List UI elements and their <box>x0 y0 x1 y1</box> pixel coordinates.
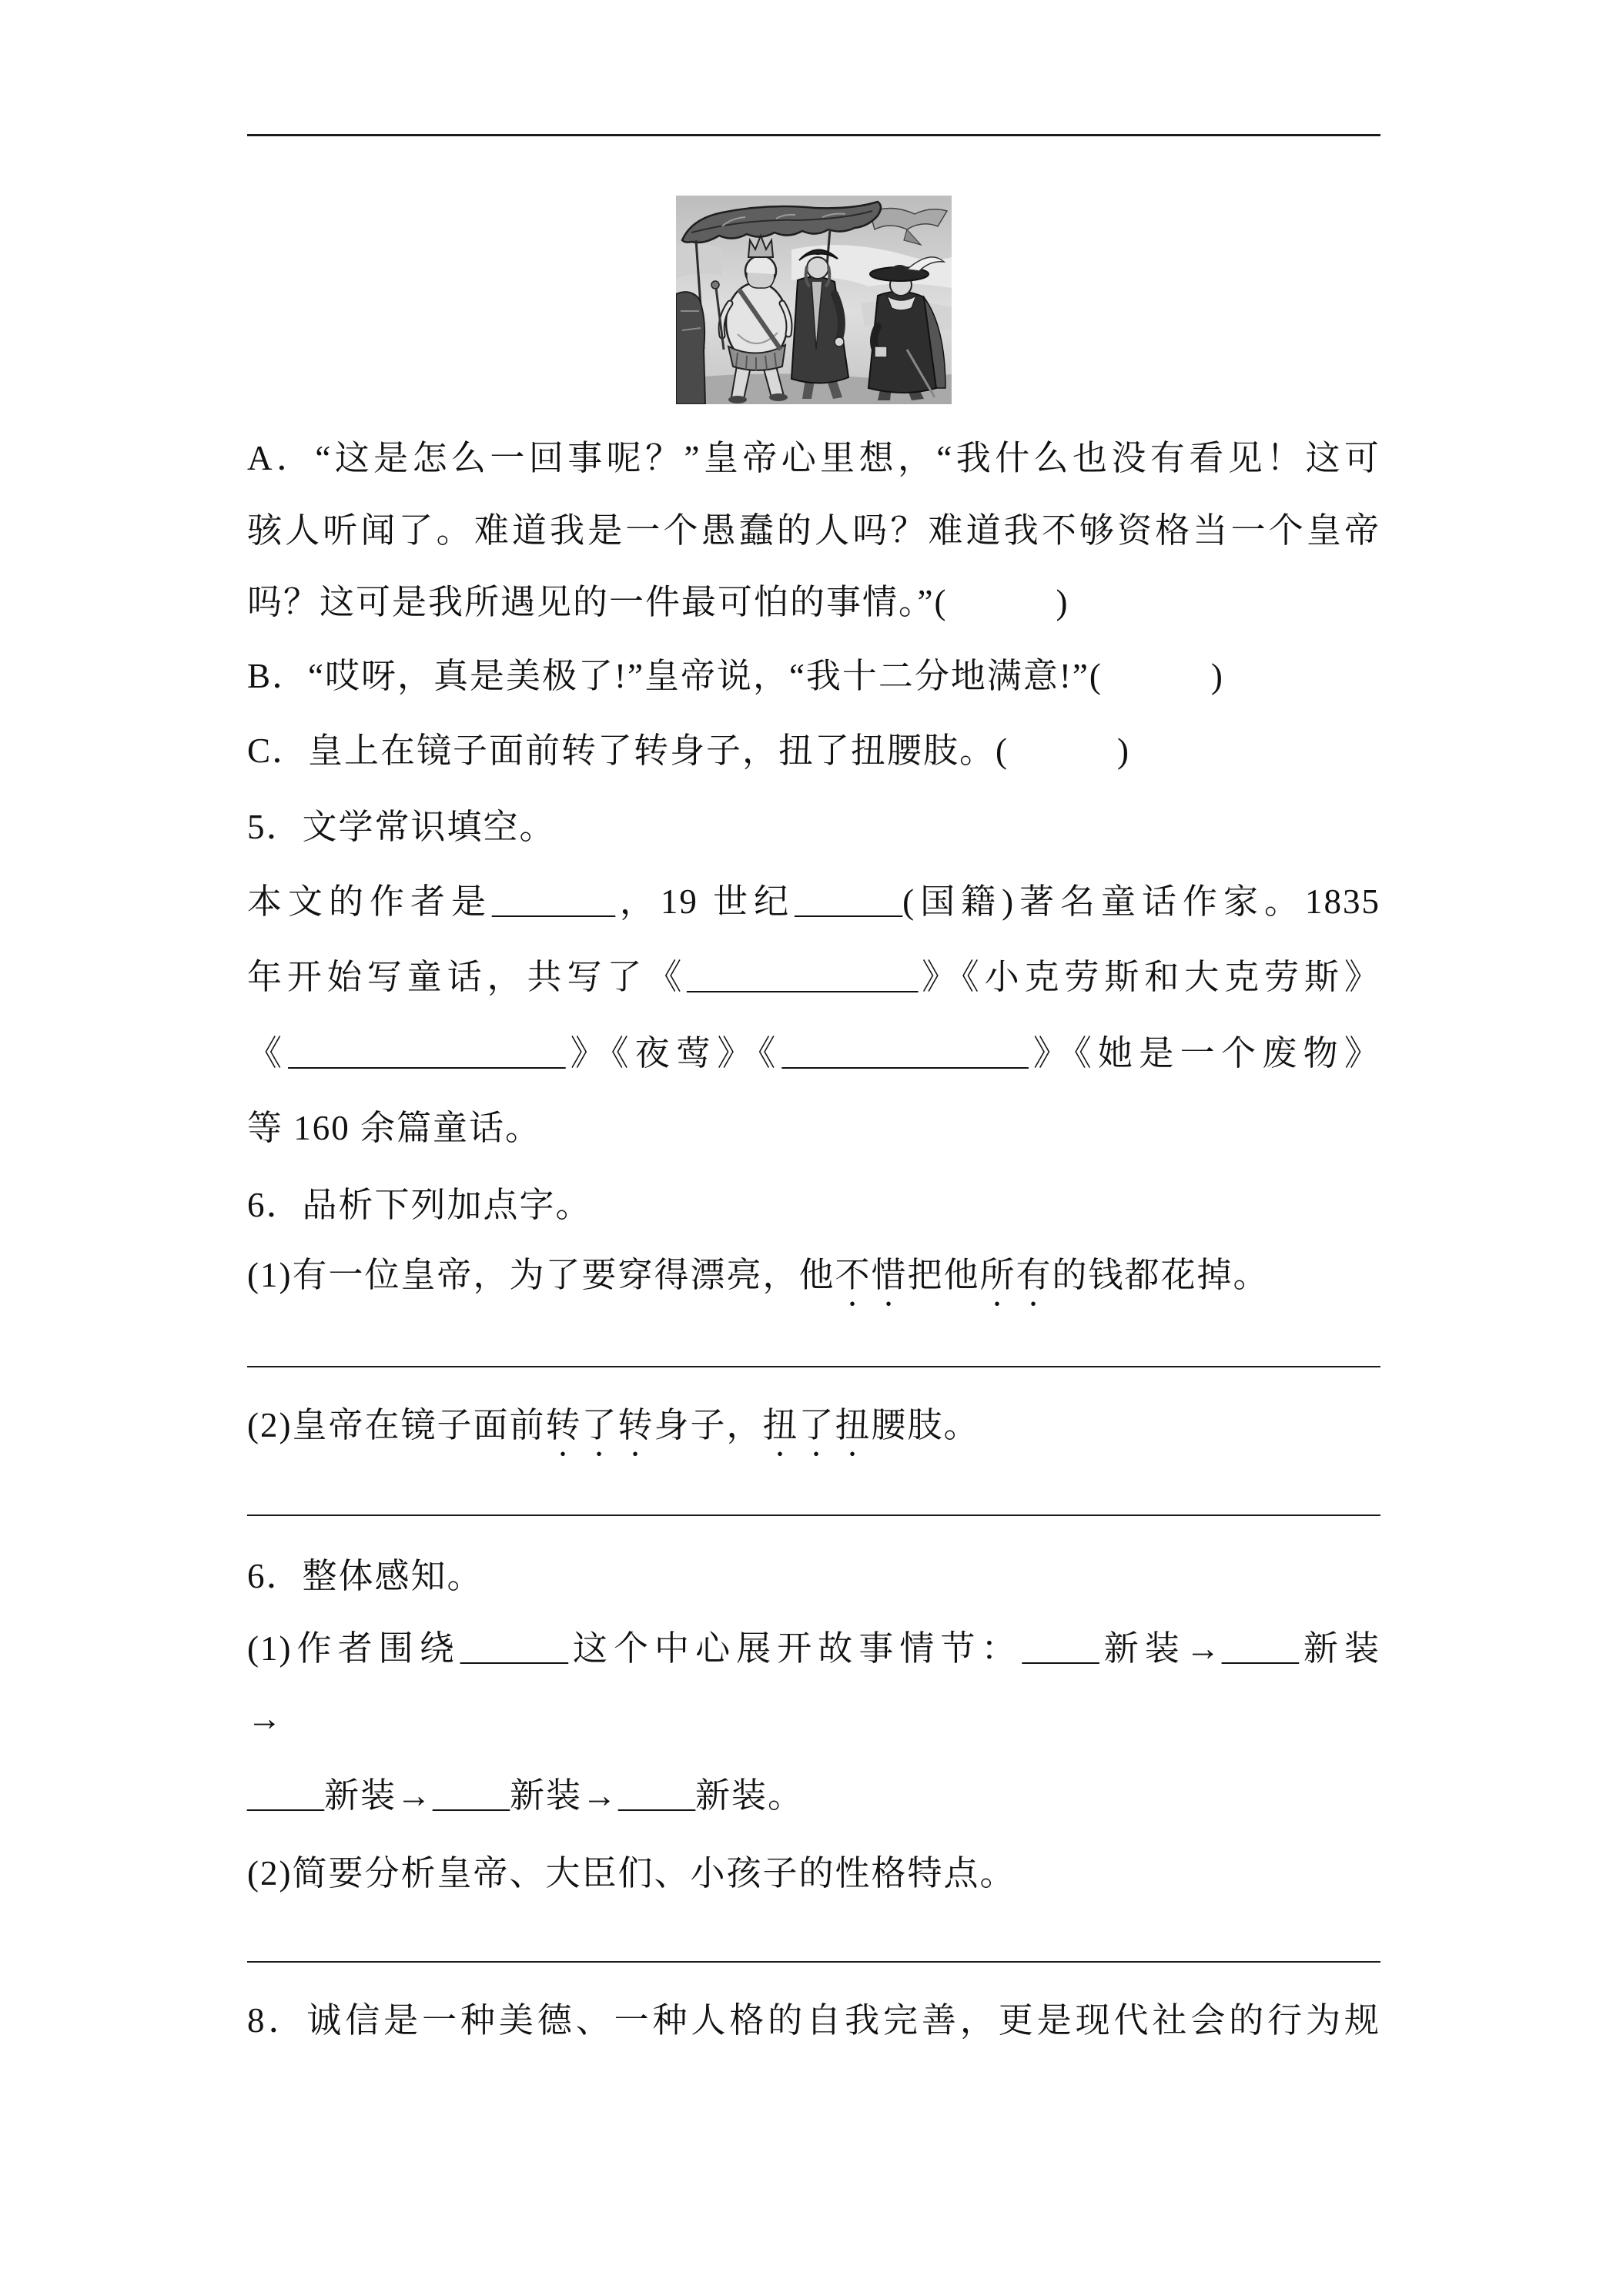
question-5-title <box>247 804 1380 850</box>
text-segment: ，19 世纪 <box>614 882 795 921</box>
question-5-line-2 <box>247 954 1380 1000</box>
text-segment: 新装→ <box>324 1776 433 1815</box>
question-6-overview-title <box>247 1553 1380 1599</box>
text-segment: (2)皇帝在镜子面前 <box>247 1406 546 1444</box>
overview-item-2 <box>247 1850 1380 1896</box>
question-8-text: 8．诚信是一种美德、一种人格的自我完善，更是现代社会的行为规 <box>247 2001 1380 2040</box>
text-segment: 新装 <box>1298 1629 1380 1668</box>
dotted-chars: 不惜 <box>835 1256 908 1294</box>
fill-blank: _______ <box>795 885 903 920</box>
answer-line <box>247 1366 1380 1367</box>
question-6-analysis-title <box>247 1182 1380 1228</box>
fill-blank: __________________ <box>288 1037 566 1072</box>
dotted-chars: 所有 <box>979 1256 1052 1294</box>
text-segment: 身子， <box>654 1406 763 1444</box>
option-a-line-3 <box>247 579 1380 625</box>
question-6-item-1 <box>247 1252 1380 1298</box>
text-segment: 新装→ <box>510 1776 619 1815</box>
option-c-text: C．皇上在镜子面前转了转身子，扭了扭腰肢。 <box>247 731 996 770</box>
text-segment: 》《她是一个废物》 <box>1028 1034 1380 1073</box>
text-segment: 把他 <box>907 1256 980 1294</box>
text-segment: 新装→ <box>1099 1629 1222 1668</box>
option-a-text-3: 吗？这可是我所遇见的一件最可怕的事情。” <box>247 583 935 621</box>
fill-blank: ________________ <box>781 1037 1029 1072</box>
arrow-icon: → <box>247 1699 283 1738</box>
answer-blank-b: ( ) <box>1089 657 1224 695</box>
text-segment: 的钱都花掉。 <box>1052 1256 1270 1294</box>
text-segment: (1)作者围绕 <box>247 1629 460 1668</box>
option-b-line <box>247 653 1380 699</box>
question-6-analysis-title-text: 6．品析下列加点字。 <box>247 1186 592 1224</box>
fill-blank: _______ <box>460 1632 568 1667</box>
question-8-line-1 <box>247 1997 1380 2043</box>
fill-blank: _____ <box>1022 1632 1099 1667</box>
answer-blank-c: ( ) <box>996 731 1131 770</box>
answer-line <box>247 1961 1380 1963</box>
text-segment: (2)简要分析皇帝、大臣们、小孩子的性格特点。 <box>247 1854 1016 1893</box>
question-5-line-1 <box>247 879 1380 925</box>
fill-blank: _____ <box>618 1779 696 1814</box>
dotted-chars: 转了转 <box>545 1406 654 1444</box>
answer-blank-a: ( ) <box>934 583 1069 621</box>
question-6-overview-title-text: 6．整体感知。 <box>247 1557 484 1595</box>
question-5-line-4 <box>247 1105 1380 1151</box>
fill-blank: _____ <box>433 1779 510 1814</box>
overview-item-1-line-2 <box>247 1695 1380 1742</box>
text-segment: 这个中心展开故事情节： <box>567 1629 1022 1668</box>
text-segment: 年开始写童话，共写了《 <box>247 958 688 996</box>
text-segment: 本文的作者是 <box>247 882 492 921</box>
fill-blank: ________ <box>491 885 615 920</box>
option-a-line-1 <box>247 435 1380 481</box>
option-b-text: B．“哎呀，真是美极了!”皇帝说，“我十二分地满意!” <box>247 657 1089 695</box>
dotted-chars: 扭了扭 <box>762 1406 872 1444</box>
option-a-text-2: 骇人听闻了。难道我是一个愚蠢的人吗？难道我不够资格当一个皇帝 <box>247 511 1380 550</box>
text-segment: 腰肢。 <box>871 1406 980 1444</box>
answer-line <box>247 1514 1380 1516</box>
question-6-item-2 <box>247 1402 1380 1448</box>
question-5-title-text: 5．文学常识填空。 <box>247 808 556 846</box>
fill-blank: _____ <box>1221 1632 1299 1667</box>
option-c-line <box>247 728 1380 774</box>
story-illustration <box>676 196 952 404</box>
header-rule <box>247 134 1380 136</box>
option-a-text-1: A．“这是怎么一回事呢？”皇帝心里想，“我什么也没有看见！这可 <box>247 439 1380 477</box>
overview-item-1-line-3 <box>247 1772 1380 1819</box>
fill-blank: _____ <box>247 1779 324 1814</box>
text-segment: (1)有一位皇帝，为了要穿得漂亮，他 <box>247 1256 835 1294</box>
overview-item-1-line-1 <box>247 1625 1380 1672</box>
text-segment: (国籍)著名童话作家。1835 <box>902 882 1380 921</box>
option-a-line-2 <box>247 507 1380 554</box>
text-segment: 等 160 余篇童话。 <box>247 1109 542 1147</box>
text-segment: 》《小克劳斯和大克劳斯》 <box>918 958 1380 996</box>
fill-blank: _______________ <box>687 961 919 996</box>
text-segment: 》《夜莺》《 <box>565 1034 782 1073</box>
text-segment: 新装。 <box>695 1776 805 1815</box>
question-5-line-3 <box>247 1030 1380 1076</box>
text-segment: 《 <box>247 1034 289 1073</box>
